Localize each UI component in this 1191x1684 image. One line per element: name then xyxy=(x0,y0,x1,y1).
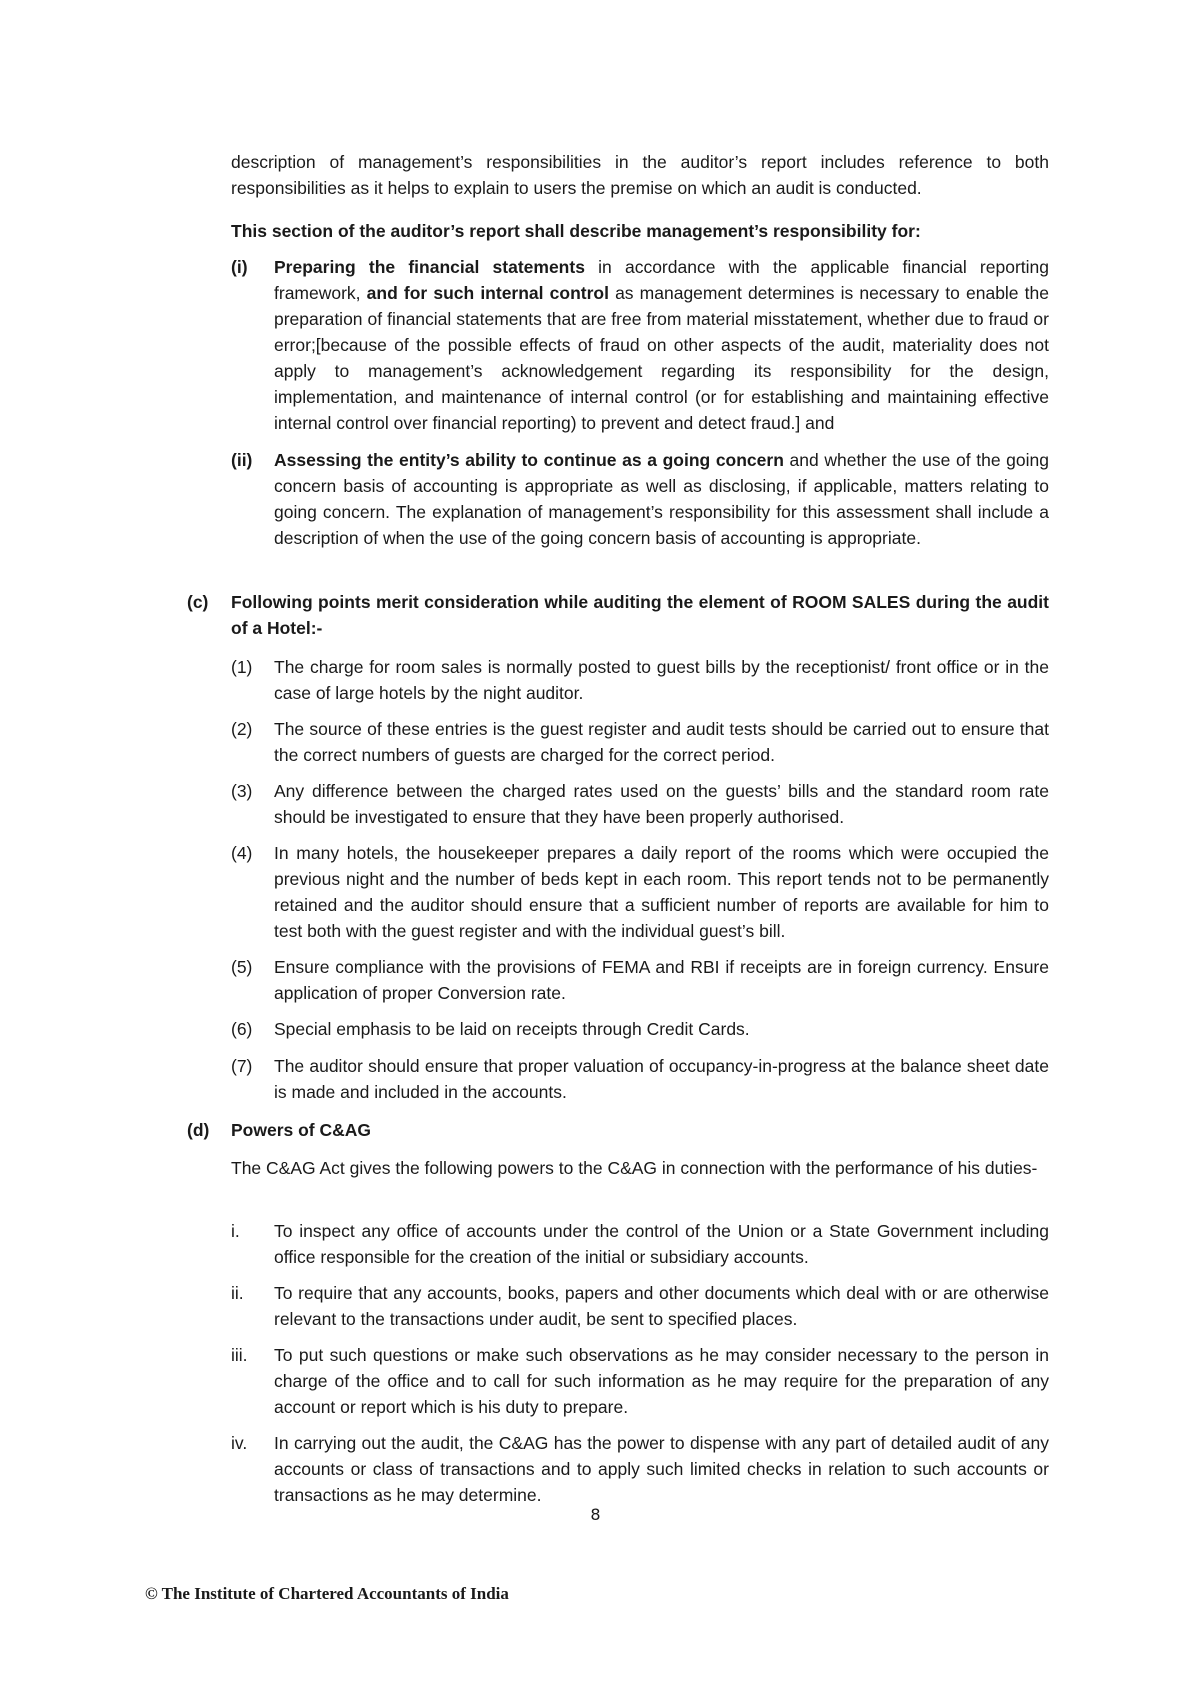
item-label: (5) xyxy=(231,957,253,977)
item-label: i. xyxy=(231,1221,240,1241)
item-label: (7) xyxy=(231,1056,253,1076)
item-text: The auditor should ensure that proper valuation of occupancy-in-progress at the balance sheet date is made and included in the accounts. xyxy=(274,1056,1049,1102)
footer-copyright: © The Institute of Chartered Accountants of India xyxy=(145,1584,509,1603)
list-item xyxy=(231,1342,1049,1420)
item-text: Any difference between the charged rates used on the guests’ bills and the standard room rate should be investigated to ensure that they have been properly authorised. xyxy=(274,781,1049,827)
list-item xyxy=(231,1016,1049,1042)
intro-paragraph: description of management’s responsibilities in the auditor’s report includes reference to both responsibilities as it helps to explain to users the premise on which an audit is conducted. xyxy=(231,152,1049,198)
item-label: ii. xyxy=(231,1283,244,1303)
item-label: (2) xyxy=(231,719,253,739)
list-item xyxy=(231,716,1049,768)
item-label: (i) xyxy=(231,257,248,277)
item-label: (3) xyxy=(231,781,253,801)
item-label: (ii) xyxy=(231,450,253,470)
item-text: To require that any accounts, books, papers and other documents which deal with or are otherwise relevant to the transactions under audit, be sent to specified places. xyxy=(274,1283,1049,1329)
section-label: (c) xyxy=(187,592,209,612)
page-number: 8 xyxy=(590,1505,601,1524)
list-item xyxy=(231,840,1049,944)
list-item xyxy=(231,778,1049,830)
section-d-heading xyxy=(187,1117,1049,1143)
item-text: Special emphasis to be laid on receipts through Credit Cards. xyxy=(274,1019,750,1039)
list-item xyxy=(231,954,1049,1006)
section-title: Powers of C&AG xyxy=(231,1120,372,1140)
list-item xyxy=(231,1053,1049,1105)
item-label: (6) xyxy=(231,1019,253,1039)
list-item xyxy=(231,1218,1049,1270)
item-text: The charge for room sales is normally posted to guest bills by the receptionist/ front office or in the case of large hotels by the night auditor. xyxy=(274,657,1049,703)
item-text: In carrying out the audit, the C&AG has the power to dispense with any part of detailed audit of any accounts or class of transactions and to apply such limited checks in relation to such accounts or transactions as he may determine. xyxy=(274,1433,1049,1505)
intro-heading: This section of the auditor’s report shall describe management’s responsibility for: xyxy=(231,221,921,241)
item-label: iv. xyxy=(231,1433,248,1453)
section-d-intro: The C&AG Act gives the following powers to the C&AG in connection with the performance of his duties- xyxy=(231,1158,1038,1178)
item-text: Preparing the financial statements in accordance with the applicable financial reporting framework, and for such internal control as management determines is necessary to enable the preparation of financial statements that are free from material misstatement, whether due to fraud or error;[because of the possible effects of fraud on other aspects of the audit, materiality does not apply to management’s acknowledgement regarding its responsibility for the design, implementation, and maintenance of internal control (or for establishing and maintaining effective internal control over financial reporting) to prevent and detect fraud.] and xyxy=(274,257,1049,433)
responsibility-item xyxy=(231,254,1049,436)
item-text: Assessing the entity’s ability to continue as a going concern and whether the use of the going concern basis of accounting is appropriate as well as disclosing, if applicable, matters relating to going concern. The explanation of management’s responsibility for this assessment shall include a description of when the use of the going concern basis of accounting is appropriate. xyxy=(274,450,1049,548)
section-title: Following points merit consideration while auditing the element of ROOM SALES during the audit of a Hotel:- xyxy=(231,592,1049,638)
item-text: To inspect any office of accounts under the control of the Union or a State Government including office responsible for the creation of the initial or subsidiary accounts. xyxy=(274,1221,1049,1267)
item-text: The source of these entries is the guest register and audit tests should be carried out to ensure that the correct numbers of guests are charged for the correct period. xyxy=(274,719,1049,765)
section-label: (d) xyxy=(187,1120,210,1140)
list-item xyxy=(231,1280,1049,1332)
item-label: (4) xyxy=(231,843,253,863)
section-c-heading xyxy=(187,589,1049,641)
item-text: To put such questions or make such observations as he may consider necessary to the person in charge of the office and to call for such information as he may require for the preparation of any account or report which is his duty to prepare. xyxy=(274,1345,1049,1417)
list-item xyxy=(231,654,1049,706)
item-text: Ensure compliance with the provisions of FEMA and RBI if receipts are in foreign currency. Ensure application of proper Conversion rate. xyxy=(274,957,1049,1003)
item-label: (1) xyxy=(231,657,253,677)
responsibility-item xyxy=(231,447,1049,551)
item-text: In many hotels, the housekeeper prepares a daily report of the rooms which were occupied the previous night and the number of beds kept in each room. This report tends not to be permanently retained and the auditor should ensure that a sufficient number of reports are available for him to test both with the guest register and with the individual guest’s bill. xyxy=(274,843,1049,941)
list-item xyxy=(231,1430,1049,1508)
item-label: iii. xyxy=(231,1345,248,1365)
